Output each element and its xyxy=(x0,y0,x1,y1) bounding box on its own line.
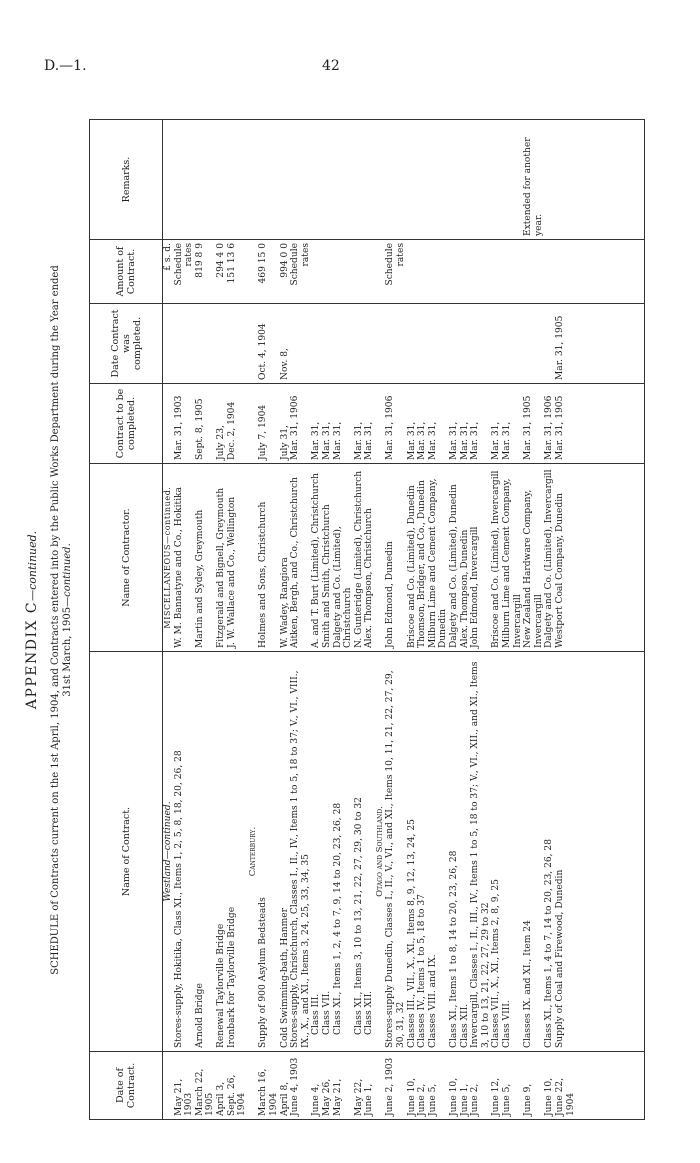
amount-cell xyxy=(428,240,449,304)
amount-cell xyxy=(470,240,491,304)
amount-cell xyxy=(502,240,523,304)
contract-name-cell: Class XII. xyxy=(364,652,375,1052)
contractor-cell xyxy=(248,464,259,652)
table-row xyxy=(544,120,555,1120)
table-row xyxy=(322,120,333,1120)
to-complete-cell: Mar. 31, xyxy=(333,384,354,464)
to-complete-cell: Mar. 31, 1906 xyxy=(290,384,311,464)
remarks-cell xyxy=(470,120,491,240)
date-cell: June 4, 1903 xyxy=(290,1052,311,1120)
filler-cell xyxy=(576,120,644,240)
to-complete-cell: Mar. 31, 1905 xyxy=(523,384,544,464)
contract-name-cell: Classes VIII. and IX. xyxy=(428,652,449,1052)
to-complete-cell: Mar. 31, xyxy=(470,384,491,464)
date-cell: June 12, xyxy=(491,1052,502,1120)
contractor-cell: Dalgety and Co. (Limited), Christchurch xyxy=(333,464,354,652)
amount-cell xyxy=(417,240,428,304)
completed-cell xyxy=(248,304,259,384)
contractor-cell xyxy=(375,464,386,652)
completed-cell xyxy=(290,304,311,384)
date-cell: May 21, 1903 xyxy=(174,1052,195,1120)
amount-cell: Schedule rates xyxy=(385,240,406,304)
date-cell: May 26, xyxy=(322,1052,333,1120)
schedule-heading xyxy=(50,120,74,1120)
col-header-contract: Name of Contract. xyxy=(90,652,163,1052)
contract-name-cell: Supply of Coal and Firewood, Dunedin xyxy=(555,652,576,1052)
completed-cell xyxy=(385,304,406,384)
date-cell: Sept. 26, 1904 xyxy=(227,1052,248,1120)
remarks-cell xyxy=(333,120,354,240)
contract-name-cell: Classes VII., X., XI., Items 2, 8, 9, 25 xyxy=(491,652,502,1052)
document-id: D.—1. xyxy=(44,58,87,74)
date-cell: June 1, xyxy=(364,1052,375,1120)
contractor-cell: Alex. Thompson, Christchurch xyxy=(364,464,375,652)
page-number: 42 xyxy=(322,58,340,74)
amount-cell xyxy=(354,240,365,304)
completed-cell xyxy=(322,304,333,384)
contract-name-cell: Class XII. xyxy=(460,652,471,1052)
remarks-cell xyxy=(460,120,471,240)
remarks-cell xyxy=(491,120,502,240)
section-row xyxy=(163,120,174,1120)
table-row xyxy=(311,120,322,1120)
contract-name-cell: Class III. xyxy=(311,652,322,1052)
completed-cell xyxy=(227,304,248,384)
table-row xyxy=(470,120,491,1120)
table-row xyxy=(354,120,365,1120)
remarks-cell: Extended for another year. xyxy=(523,120,544,240)
remarks-cell xyxy=(407,120,418,240)
completed-cell xyxy=(195,304,216,384)
completed-cell: Oct. 4, 1904 xyxy=(258,304,279,384)
completed-cell xyxy=(216,304,227,384)
appendix-title xyxy=(24,120,40,1120)
to-complete-cell: July 31, xyxy=(280,384,291,464)
remarks-cell xyxy=(258,120,279,240)
amount-cell xyxy=(460,240,471,304)
table-row xyxy=(460,120,471,1120)
date-cell: April 3, xyxy=(216,1052,227,1120)
contract-name-cell: Classes III., VII., X., XI., Items 8, 9, 12, 13, 24, 25 xyxy=(407,652,418,1052)
amount-cell: 151 13 6 xyxy=(227,240,248,304)
table-row xyxy=(385,120,406,1120)
remarks-cell xyxy=(555,120,576,240)
contractor-cell: Holmes and Sons, Christchurch xyxy=(258,464,279,652)
table-header-row xyxy=(90,120,163,1120)
remarks-cell xyxy=(227,120,248,240)
contractor-cell: John Edmond, Dunedin xyxy=(385,464,406,652)
col-header-amount: Amount of Contract. xyxy=(90,240,163,304)
contractor-cell: Aitken, Bergh, and Co., Christchurch xyxy=(290,464,311,652)
remarks-cell xyxy=(385,120,406,240)
completed-cell: Mar. 31, 1905 xyxy=(555,304,576,384)
contract-name-cell: Stores-supply Dunedin, Classes I., II., V., VI., and XI., Items 10, 11, 21, 22, 27, 29, 30, 31, 32 xyxy=(385,652,406,1052)
date-cell: June 5, xyxy=(502,1052,523,1120)
to-complete-cell: Mar. 31, 1905 xyxy=(555,384,576,464)
schedule-heading-line2 xyxy=(62,120,74,1120)
to-complete-cell: Mar. 31, xyxy=(449,384,460,464)
to-complete-cell xyxy=(163,384,174,464)
to-complete-cell: Mar. 31, xyxy=(354,384,365,464)
contract-name-cell: Stores-supply, Christchurch, Classes I., II., IV., Items 1 to 5, 18 to 37; V., VI., VIII., IX., X., and XI., Items 3, 24, 25, 33, 34, 35 xyxy=(290,652,311,1052)
completed-cell xyxy=(428,304,449,384)
to-complete-cell: Mar. 31, 1903 xyxy=(174,384,195,464)
table-row xyxy=(417,120,428,1120)
completed-cell xyxy=(407,304,418,384)
contracts-table xyxy=(89,119,645,1120)
date-cell: May 22, xyxy=(354,1052,365,1120)
date-cell: March 16, 1904 xyxy=(258,1052,279,1120)
contractor-cell: Thomson, Bridger, and Co., Dunedin xyxy=(417,464,428,652)
table-row xyxy=(523,120,544,1120)
to-complete-cell: Mar. 31, xyxy=(322,384,333,464)
contractor-cell: Dalgety and Co. (Limited), Dunedin xyxy=(449,464,460,652)
schedule-heading-line1: SCHEDULE of Contracts current on the 1st April, 1904, and Contracts entered into by the Public Works Department during the Year ended xyxy=(50,265,61,975)
date-cell: April 8, xyxy=(280,1052,291,1120)
contractor-cell: W. Wadey, Rangiora xyxy=(280,464,291,652)
table-filler-row xyxy=(576,120,644,1120)
contractor-cell: W. M. Bannatyne and Co., Hokitika xyxy=(174,464,195,652)
amount-cell xyxy=(555,240,576,304)
contract-name-cell: Class VII. xyxy=(322,652,333,1052)
date-cell: June 2, xyxy=(417,1052,428,1120)
filler-cell xyxy=(576,652,644,1052)
remarks-cell xyxy=(417,120,428,240)
remarks-cell xyxy=(322,120,333,240)
appendix-continued: —continued. xyxy=(26,530,39,601)
completed-cell xyxy=(449,304,460,384)
completed-cell: Nov. 8, xyxy=(280,304,291,384)
completed-cell xyxy=(311,304,322,384)
to-complete-cell: Mar. 31, xyxy=(491,384,502,464)
completed-cell xyxy=(502,304,523,384)
contract-name-cell: Supply of 900 Asylum Bedsteads xyxy=(258,652,279,1052)
table-row xyxy=(333,120,354,1120)
completed-cell xyxy=(470,304,491,384)
to-complete-cell: July 23, xyxy=(216,384,227,464)
table-row xyxy=(491,120,502,1120)
remarks-cell xyxy=(375,120,386,240)
amount-cell xyxy=(449,240,460,304)
completed-cell xyxy=(364,304,375,384)
date-cell xyxy=(163,1052,174,1120)
section-heading: Westland—continued. xyxy=(163,652,174,1052)
contractor-cell: Briscoe and Co. (Limited), Dunedin xyxy=(407,464,418,652)
to-complete-cell: Sept. 8, 1905 xyxy=(195,384,216,464)
amount-cell xyxy=(248,240,259,304)
table-row xyxy=(174,120,195,1120)
col-header-contractor: Name of Contractor. xyxy=(90,464,163,652)
filler-cell xyxy=(576,240,644,304)
amount-cell xyxy=(333,240,354,304)
remarks-cell xyxy=(195,120,216,240)
date-cell: June 9, xyxy=(523,1052,544,1120)
remarks-cell xyxy=(163,120,174,240)
filler-cell xyxy=(576,384,644,464)
date-cell: June 5, xyxy=(428,1052,449,1120)
filler-cell xyxy=(576,304,644,384)
col-header-remarks: Remarks. xyxy=(90,120,163,240)
to-complete-cell: Mar. 31, xyxy=(417,384,428,464)
amount-cell xyxy=(375,240,386,304)
remarks-cell xyxy=(311,120,322,240)
contract-name-cell: Stores-supply, Hokitika, Class XI., Items 1, 2, 5, 8, 18, 20, 26, 28 xyxy=(174,652,195,1052)
contract-name-cell: Class XI., Items 1 to 8, 14 to 20, 23, 26, 28 xyxy=(449,652,460,1052)
date-cell: June 2, xyxy=(470,1052,491,1120)
contract-name-cell: Class XI., Items 3, 10 to 13, 21, 22, 27, 29, 30 to 32 xyxy=(354,652,365,1052)
to-complete-cell xyxy=(248,384,259,464)
amount-cell: 294 4 0 xyxy=(216,240,227,304)
contractor-cell: A. and T. Burt (Limited), Christchurch xyxy=(311,464,322,652)
contractor-cell: New Zealand Hardware Company, Invercargill xyxy=(523,464,544,652)
completed-cell xyxy=(491,304,502,384)
contract-name-cell: Class XI., Items 1, 4 to 7, 14 to 20, 23, 26, 28 xyxy=(544,652,555,1052)
to-complete-cell: Mar. 31, xyxy=(428,384,449,464)
date-cell xyxy=(375,1052,386,1120)
rotated-schedule-page xyxy=(24,120,645,1120)
table-body xyxy=(163,120,645,1120)
table-row xyxy=(502,120,523,1120)
table-row xyxy=(290,120,311,1120)
date-cell: June 10, xyxy=(544,1052,555,1120)
date-cell: May 21, xyxy=(333,1052,354,1120)
amount-cell xyxy=(523,240,544,304)
date-cell: June 1, xyxy=(460,1052,471,1120)
remarks-cell xyxy=(364,120,375,240)
remarks-cell xyxy=(449,120,460,240)
amount-cell xyxy=(322,240,333,304)
date-cell: June 10, xyxy=(407,1052,418,1120)
filler-cell xyxy=(576,464,644,652)
completed-cell xyxy=(417,304,428,384)
to-complete-cell: Mar. 31, xyxy=(407,384,418,464)
amount-cell: Schedule rates xyxy=(290,240,311,304)
to-complete-cell xyxy=(375,384,386,464)
date-cell: March 22, 1905 xyxy=(195,1052,216,1120)
completed-cell xyxy=(460,304,471,384)
contractor-cell: Westport Coal Company, Dunedin xyxy=(555,464,576,652)
date-cell: June 22, 1904 xyxy=(555,1052,576,1120)
contract-name-cell: Ironbark for Taylorville Bridge xyxy=(227,652,248,1052)
to-complete-cell: July 7, 1904 xyxy=(258,384,279,464)
table-row xyxy=(407,120,418,1120)
to-complete-cell: Dec. 2, 1904 xyxy=(227,384,248,464)
contract-name-cell: Cold Swimming-bath, Hanmer xyxy=(280,652,291,1052)
completed-cell xyxy=(375,304,386,384)
remarks-cell xyxy=(248,120,259,240)
contract-name-cell: Class VIII. xyxy=(502,652,523,1052)
to-complete-cell: Mar. 31, 1906 xyxy=(385,384,406,464)
amount-cell xyxy=(364,240,375,304)
schedule-date: 31st March, 1905 xyxy=(62,606,73,697)
contract-name-cell: Classes IV., Items 1 to 5, 18 to 37 xyxy=(417,652,428,1052)
amount-cell: 819 8 9 xyxy=(195,240,216,304)
section-heading-misc: MISCELLANEOUS—continued. xyxy=(163,464,174,652)
date-cell: June 2, 1903 xyxy=(385,1052,406,1120)
to-complete-cell: Mar. 31, xyxy=(311,384,322,464)
schedule-continued: —continued. xyxy=(62,543,73,607)
to-complete-cell: Mar. 31, 1906 xyxy=(544,384,555,464)
amount-cell: 994 0 0 xyxy=(280,240,291,304)
contractor-cell: Milburn Lime and Cement Company, Dunedin xyxy=(428,464,449,652)
contract-name-cell: Class XI., Items 1, 2, 4 to 7, 9, 14 to 20, 23, 26, 28 xyxy=(333,652,354,1052)
date-cell: June 10, xyxy=(449,1052,460,1120)
to-complete-cell: Mar. 31, xyxy=(364,384,375,464)
contractor-cell: Martin and Sydey, Greymouth xyxy=(195,464,216,652)
amount-cell: 469 15 0 xyxy=(258,240,279,304)
completed-cell xyxy=(544,304,555,384)
contract-name-cell: Classes IX. and XI., Item 24 xyxy=(523,652,544,1052)
section-row xyxy=(248,120,259,1120)
remarks-cell xyxy=(290,120,311,240)
contractor-cell: J. W. Wallace and Co., Wellington xyxy=(227,464,248,652)
contractor-cell: Alex. Thompson, Dunedin xyxy=(460,464,471,652)
table-row xyxy=(280,120,291,1120)
col-header-to-complete: Contract to be completed. xyxy=(90,384,163,464)
table-row xyxy=(258,120,279,1120)
remarks-cell xyxy=(280,120,291,240)
amount-units: £ s. d. xyxy=(163,240,174,304)
contractor-cell: John Edmond, Invercargill xyxy=(470,464,491,652)
table-row xyxy=(555,120,576,1120)
completed-cell xyxy=(354,304,365,384)
contractor-cell: Fitzgerald and Bignell, Greymouth xyxy=(216,464,227,652)
table-row xyxy=(216,120,227,1120)
col-header-date: Date of Contract. xyxy=(90,1052,163,1120)
contractor-cell: N. Gunteridge (Limited), Christchurch xyxy=(354,464,365,652)
date-cell: June 4, xyxy=(311,1052,322,1120)
table-row xyxy=(227,120,248,1120)
appendix-label: APPENDIX C xyxy=(24,600,40,710)
completed-cell xyxy=(333,304,354,384)
amount-cell xyxy=(491,240,502,304)
amount-cell xyxy=(311,240,322,304)
date-cell xyxy=(248,1052,259,1120)
contract-name-cell: Renewal Taylorville Bridge xyxy=(216,652,227,1052)
filler-cell xyxy=(576,1052,644,1120)
section-heading: Otago and Southland. xyxy=(375,652,386,1052)
contractor-cell: Milburn Lime and Cement Company, Invercargill xyxy=(502,464,523,652)
remarks-cell xyxy=(354,120,365,240)
amount-cell: Schedule rates xyxy=(174,240,195,304)
remarks-cell xyxy=(502,120,523,240)
contractor-cell: Briscoe and Co. (Limited), Invercargill xyxy=(491,464,502,652)
table-row xyxy=(428,120,449,1120)
table-row xyxy=(449,120,460,1120)
contractor-cell: Smith and Smith, Christchurch xyxy=(322,464,333,652)
amount-cell xyxy=(544,240,555,304)
remarks-cell xyxy=(216,120,227,240)
remarks-cell xyxy=(174,120,195,240)
to-complete-cell: Mar. 31, xyxy=(502,384,523,464)
section-heading: Canterbury. xyxy=(248,652,259,1052)
to-complete-cell: Mar. 31, xyxy=(460,384,471,464)
remarks-cell xyxy=(428,120,449,240)
remarks-cell xyxy=(544,120,555,240)
table-row xyxy=(364,120,375,1120)
contract-name-cell: Arnold Bridge xyxy=(195,652,216,1052)
col-header-completed: Date Contract was completed. xyxy=(90,304,163,384)
table-row xyxy=(195,120,216,1120)
contract-name-cell: Invercargill, Classes I., II., III., IV., Items 1 to 5, 18 to 37; V., VI., XII., and XI., Items 3, 10 to 13, 21, 22, 27, 29 to 32 xyxy=(470,652,491,1052)
completed-cell xyxy=(163,304,174,384)
contractor-cell: Dalgety and Co. (Limited), Invercargill xyxy=(544,464,555,652)
completed-cell xyxy=(174,304,195,384)
section-row xyxy=(375,120,386,1120)
amount-cell xyxy=(407,240,418,304)
completed-cell xyxy=(523,304,544,384)
